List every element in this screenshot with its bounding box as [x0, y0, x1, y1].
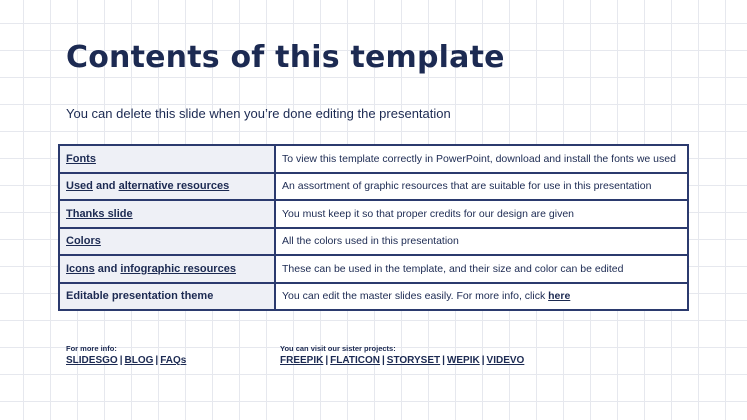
- slide-title: Contents of this template: [66, 40, 505, 75]
- table-row: [59, 173, 688, 201]
- table-row: [59, 283, 688, 311]
- row-description: You must keep it so that proper credits for our design are given: [282, 207, 575, 220]
- storyset-link[interactable]: STORYSET: [386, 355, 441, 366]
- alternative-resources-link[interactable]: alternative resources: [118, 180, 230, 193]
- row-description: To view this template correctly in PowerPoint, download and install the fonts we used: [282, 152, 676, 165]
- row-description-cell: [275, 200, 688, 228]
- row-description-cell: [275, 255, 688, 283]
- contents-table: [58, 144, 689, 311]
- used-link[interactable]: Used: [66, 180, 93, 193]
- row-label-cell: [59, 173, 275, 201]
- row-description-cell: [275, 228, 688, 256]
- videvo-link[interactable]: VIDEVO: [486, 355, 525, 366]
- table-row: [59, 228, 688, 256]
- link-separator: |: [481, 355, 485, 366]
- row-label-text: and: [92, 180, 119, 193]
- infographic-resources-link[interactable]: infographic resources: [120, 262, 236, 275]
- link-separator: |: [155, 355, 159, 366]
- row-description-cell: [275, 173, 688, 201]
- link-separator: |: [325, 355, 329, 366]
- row-label-text: and: [94, 262, 121, 275]
- footer-sister-projects-label: You can visit our sister projects:: [280, 344, 396, 353]
- flaticon-link[interactable]: FLATICON: [330, 355, 380, 366]
- row-description: All the colors used in this presentation: [282, 235, 459, 248]
- footer-more-info: [66, 344, 186, 366]
- row-label-cell: [59, 228, 275, 256]
- footer-more-info-label: For more info:: [66, 344, 117, 353]
- link-separator: |: [442, 355, 445, 366]
- row-description: An assortment of graphic resources that are suitable for use in this presentation: [282, 180, 652, 193]
- link-separator: |: [381, 355, 385, 366]
- row-description: You can edit the master slides easily. For more info, click: [282, 290, 549, 303]
- here-link[interactable]: here: [548, 290, 571, 303]
- row-label-cell: [59, 200, 275, 228]
- row-label-cell: [59, 255, 275, 283]
- row-label-cell: [59, 283, 275, 311]
- freepik-link[interactable]: FREEPIK: [280, 355, 324, 366]
- slidesgo-link[interactable]: SLIDESGO: [66, 355, 118, 366]
- table-row: [59, 145, 688, 173]
- slide-subtitle: You can delete this slide when you’re done editing the presentation: [66, 106, 451, 121]
- row-description: These can be used in the template, and their size and color can be edited: [282, 262, 624, 275]
- fonts-link[interactable]: Fonts: [66, 152, 96, 165]
- row-description-cell: [275, 145, 688, 173]
- blog-link[interactable]: BLOG: [124, 355, 154, 366]
- icons-link[interactable]: Icons: [66, 262, 95, 275]
- table-row: [59, 200, 688, 228]
- table-row: [59, 255, 688, 283]
- colors-link[interactable]: Colors: [66, 235, 101, 248]
- faqs-link[interactable]: FAQs: [160, 355, 187, 366]
- row-label-cell: [59, 145, 275, 173]
- wepik-link[interactable]: WEPIK: [446, 355, 480, 366]
- link-separator: |: [119, 355, 123, 366]
- footer-sister-projects-links: [280, 355, 524, 366]
- footer-sister-projects: [280, 344, 524, 366]
- row-label-text: Editable presentation theme: [66, 290, 214, 303]
- row-description-cell: [275, 283, 688, 311]
- thanks-slide-link[interactable]: Thanks slide: [66, 207, 133, 220]
- footer-more-info-links: [66, 355, 186, 366]
